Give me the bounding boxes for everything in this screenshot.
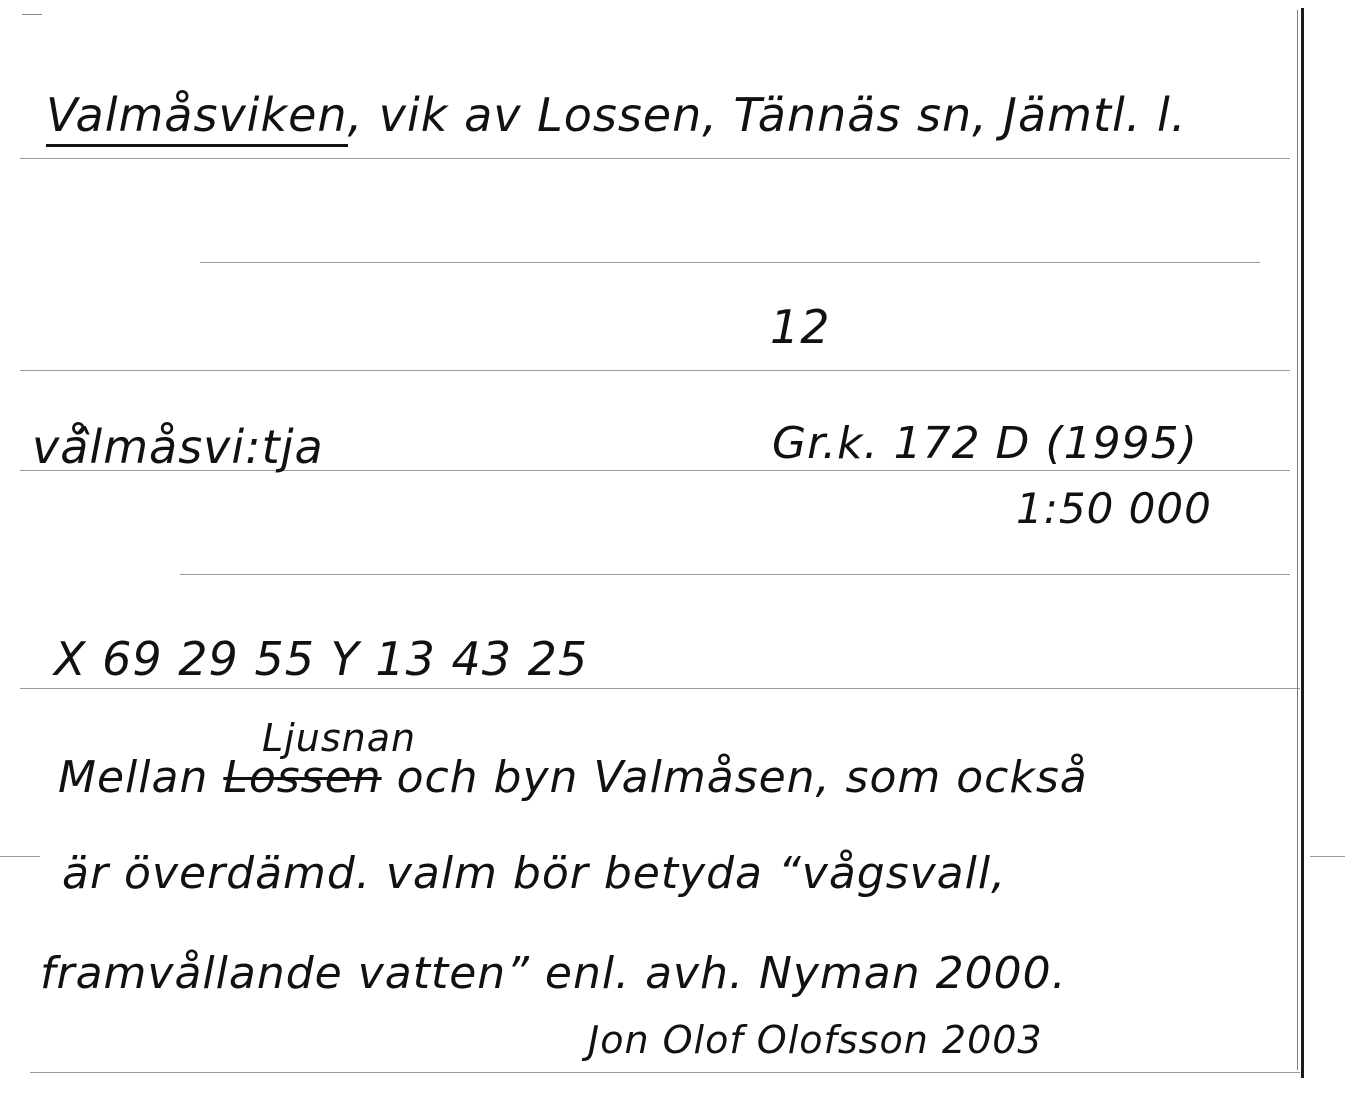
corner-mark	[22, 14, 42, 15]
ruled-line	[0, 856, 40, 857]
note-line-2: är överdämd. valm bör betyda “vågsvall,	[62, 848, 1007, 899]
ruled-line	[180, 574, 1290, 575]
note-line-1	[58, 752, 1088, 803]
card-right-edge-shadow	[1297, 10, 1298, 1070]
map-scale: 1:50 000	[1016, 484, 1212, 533]
note-line-1-start: Mellan	[58, 752, 224, 803]
signature: Jon Olof Olofsson 2003	[588, 1018, 1043, 1062]
card-right-edge	[1301, 8, 1304, 1078]
ruled-line	[1310, 856, 1345, 857]
phonetic-transcription: vå̂lmåsvi:tja	[32, 420, 324, 474]
inserted-correction: Ljusnan	[262, 716, 417, 760]
note-line-3: framvållande vatten” enl. avh. Nyman 2000.	[40, 948, 1067, 999]
map-reference: Gr.k. 172 D (1995)	[772, 418, 1198, 469]
headword: Valmåsviken	[46, 88, 348, 147]
ruled-line	[20, 370, 1290, 371]
ruled-line	[20, 158, 1290, 159]
struck-word: Lossen	[223, 752, 382, 803]
card-number: 12	[770, 300, 831, 354]
ruled-line	[30, 1072, 1300, 1073]
note-line-1-end: och byn Valmåsen, som också	[381, 752, 1088, 803]
coordinates: X 69 29 55 Y 13 43 25	[54, 632, 589, 686]
ruled-line	[20, 688, 1300, 689]
headword-line	[46, 88, 1186, 142]
headword-description: , vik av Lossen, Tännäs sn, Jämtl. l.	[347, 88, 1187, 142]
ruled-line	[200, 262, 1260, 263]
